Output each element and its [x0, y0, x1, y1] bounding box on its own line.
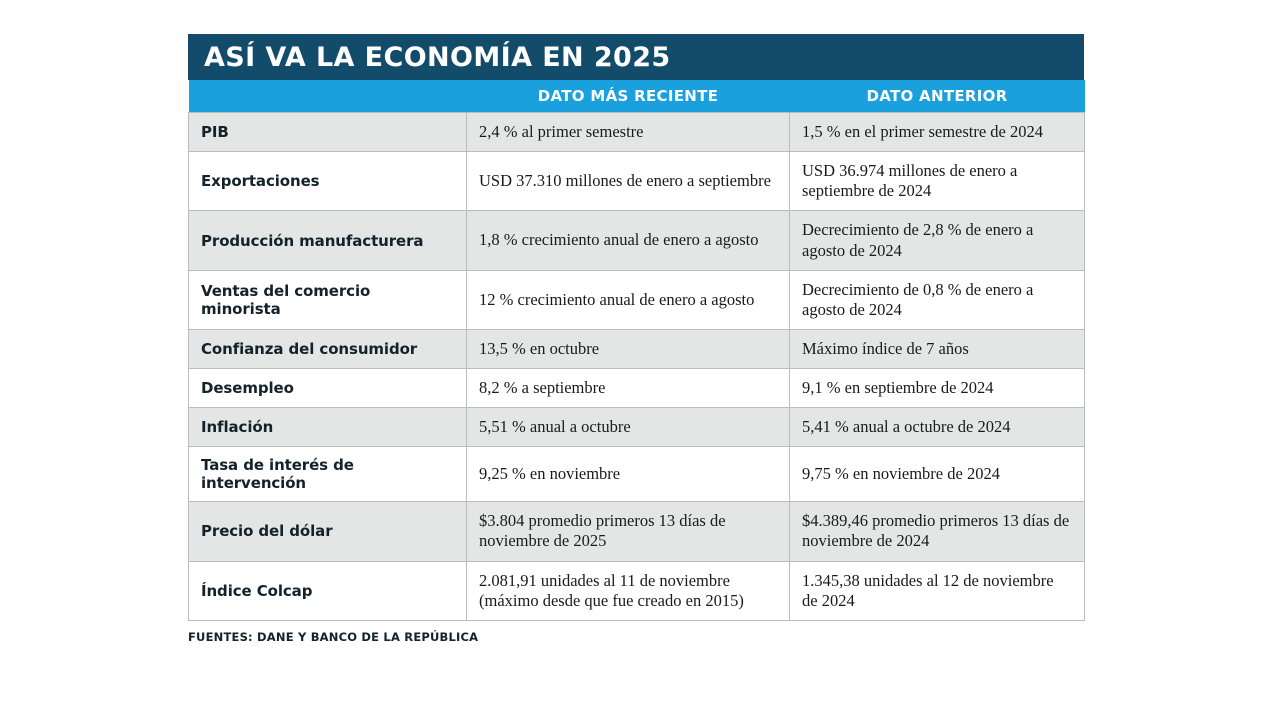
row-previous-value: 1,5 % en el primer semestre de 2024 — [790, 113, 1085, 152]
table-row — [189, 270, 1085, 329]
row-indicator: Precio del dólar — [189, 502, 467, 561]
economy-infographic — [188, 34, 1084, 644]
row-latest-value: 2.081,91 unidades al 11 de noviembre (máximo desde que fue creado en 2015) — [467, 561, 790, 620]
row-indicator: PIB — [189, 113, 467, 152]
row-latest-value: 9,25 % en noviembre — [467, 447, 790, 502]
row-latest-value: 5,51 % anual a octubre — [467, 408, 790, 447]
row-previous-value: Máximo índice de 7 años — [790, 329, 1085, 368]
row-indicator: Confianza del consumidor — [189, 329, 467, 368]
row-previous-value: 9,75 % en noviembre de 2024 — [790, 447, 1085, 502]
table-row — [189, 369, 1085, 408]
row-latest-value: 13,5 % en octubre — [467, 329, 790, 368]
table-row — [189, 152, 1085, 211]
row-previous-value: USD 36.974 millones de enero a septiembre de 2024 — [790, 152, 1085, 211]
row-previous-value: 1.345,38 unidades al 12 de noviembre de 2024 — [790, 561, 1085, 620]
row-latest-value: 8,2 % a septiembre — [467, 369, 790, 408]
table-row — [189, 211, 1085, 270]
table-header — [189, 80, 1085, 113]
infographic-title-bar — [188, 34, 1084, 80]
row-indicator: Desempleo — [189, 369, 467, 408]
column-header-indicator — [189, 80, 467, 113]
row-indicator: Producción manufacturera — [189, 211, 467, 270]
row-indicator: Índice Colcap — [189, 561, 467, 620]
economy-indicators-table — [188, 80, 1085, 621]
row-latest-value: 12 % crecimiento anual de enero a agosto — [467, 270, 790, 329]
row-latest-value: 1,8 % crecimiento anual de enero a agosto — [467, 211, 790, 270]
page-title: ASÍ VA LA ECONOMÍA EN 2025 — [204, 41, 671, 73]
column-header-previous: DATO ANTERIOR — [790, 80, 1085, 113]
table-row — [189, 502, 1085, 561]
table-row — [189, 329, 1085, 368]
row-latest-value: $3.804 promedio primeros 13 días de noviembre de 2025 — [467, 502, 790, 561]
row-previous-value: 9,1 % en septiembre de 2024 — [790, 369, 1085, 408]
row-previous-value: Decrecimiento de 2,8 % de enero a agosto de 2024 — [790, 211, 1085, 270]
table-header-row — [189, 80, 1085, 113]
row-indicator: Exportaciones — [189, 152, 467, 211]
row-indicator: Ventas del comercio minorista — [189, 270, 467, 329]
row-latest-value: 2,4 % al primer semestre — [467, 113, 790, 152]
column-header-latest: DATO MÁS RECIENTE — [467, 80, 790, 113]
row-previous-value: 5,41 % anual a octubre de 2024 — [790, 408, 1085, 447]
table-row — [189, 113, 1085, 152]
table-row — [189, 561, 1085, 620]
table-body — [189, 113, 1085, 621]
table-row — [189, 447, 1085, 502]
row-latest-value: USD 37.310 millones de enero a septiembre — [467, 152, 790, 211]
row-indicator: Inflación — [189, 408, 467, 447]
row-indicator: Tasa de interés de intervención — [189, 447, 467, 502]
row-previous-value: Decrecimiento de 0,8 % de enero a agosto de 2024 — [790, 270, 1085, 329]
table-row — [189, 408, 1085, 447]
row-previous-value: $4.389,46 promedio primeros 13 días de noviembre de 2024 — [790, 502, 1085, 561]
source-note: FUENTES: DANE Y BANCO DE LA REPÚBLICA — [188, 629, 479, 644]
